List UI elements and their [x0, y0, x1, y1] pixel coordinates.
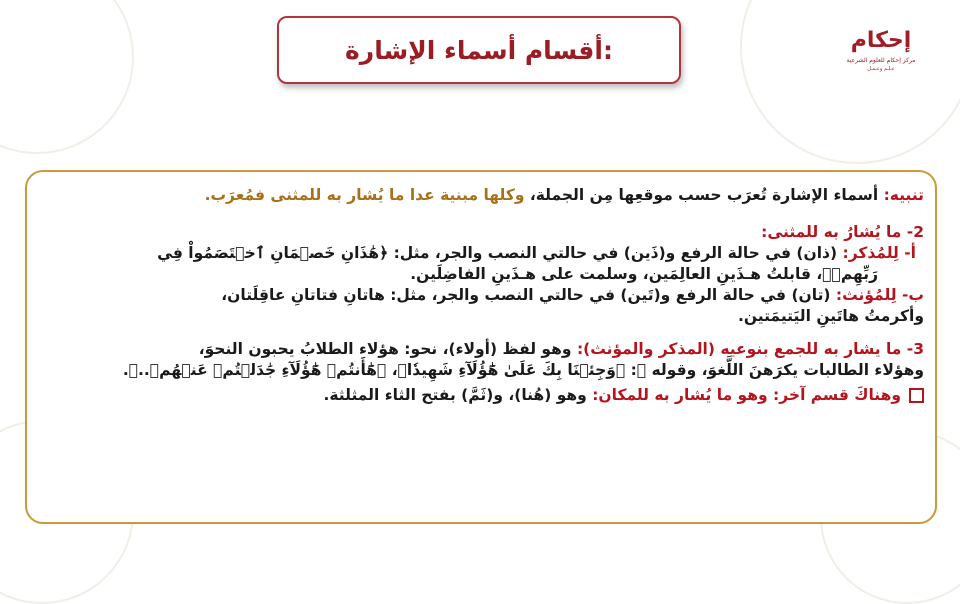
- section2-feminine-cont: وأكرمتُ هاتَينِ اليَتيمَتين.: [737, 307, 924, 325]
- spacer: [36, 206, 924, 215]
- section2-masculine-cont: رَبِّهِمۡ﴾، قابلتُ هـذَينِ العالِمَين، وسلمت على هـذَينِ الفاضِلَين.: [410, 265, 878, 283]
- title-box: [277, 16, 681, 84]
- section2-feminine: [36, 285, 924, 306]
- background-ornament: [0, 0, 134, 154]
- note-paragraph: [36, 185, 924, 206]
- section2-masculine: [36, 243, 924, 264]
- section3-heading: 3- ما يشار به للجمع بنوعيه (المذكر والمؤنث):: [576, 340, 924, 358]
- section3-paragraph: [36, 339, 924, 360]
- lesson-content: [36, 185, 924, 406]
- section3-cont: وهؤلاء الطالبات يكرَهنَ اللَّغوَ، وقوله ﷻ: ﴿وَجِئۡنَا بِكَ عَلَىٰ هَٰٓؤُلَآءِ شَهِيدٗا﴾، ﴿هَٰٓأَنتُمۡ هَٰٓؤُلَآءِ جَٰدَلۡتُمۡ عَنۡهُمۡ..﴾.: [122, 361, 924, 379]
- section3-text: وهو لفظ (أولاء)، نحو: هؤلاء الطلابُ يحبون النحوَ،: [198, 340, 577, 358]
- section2-heading: 2- ما يُشارُ به للمثنى:: [761, 223, 924, 241]
- note-text: أسماء الإشارة تُعرَب حسب موقعِها مِن الجملة،: [529, 186, 884, 204]
- feminine-text: (تان) في حالة الرفع و(تَين) في حالتي النصب والجر، مثل: هاتانِ فتاتانِ عاقِلَتان،: [221, 286, 836, 304]
- logo-tagline: عـلـم وعـمـل: [867, 66, 895, 72]
- other-text: وهو (هُنا)، و(ثَمَّ) بفتح الثاء المثلثة.: [323, 386, 593, 404]
- other-paragraph: [36, 385, 924, 406]
- logo: [848, 26, 914, 96]
- note-highlight: وكلها مبنية عدا ما يُشار به للمثنى فمُعرَب.: [204, 186, 530, 204]
- spacer: [36, 215, 924, 222]
- page-title: أقسام أسماء الإشارة:: [345, 35, 613, 65]
- spacer: [36, 327, 924, 339]
- other-label: وهناكَ قسم آخر: وهو ما يُشار به للمكان:: [592, 386, 901, 404]
- checkbox-icon: [909, 388, 924, 403]
- logo-name: إحكام: [850, 28, 912, 53]
- note-label: تنبيه:: [883, 186, 924, 204]
- logo-subtitle: مركز إحكام للعلوم الشرعية: [846, 57, 916, 64]
- feminine-label: ب- لِلمُؤنث:: [835, 286, 924, 304]
- masculine-label: أ- لِلمُذكر:: [842, 244, 916, 262]
- masculine-text: (ذان) في حالة الرفع و(ذَين) في حالتي النصب والجر، مثل: ﴿هَٰذَانِ خَصۡمَانِ ٱخۡتَصَمُواْ فِي: [157, 244, 843, 262]
